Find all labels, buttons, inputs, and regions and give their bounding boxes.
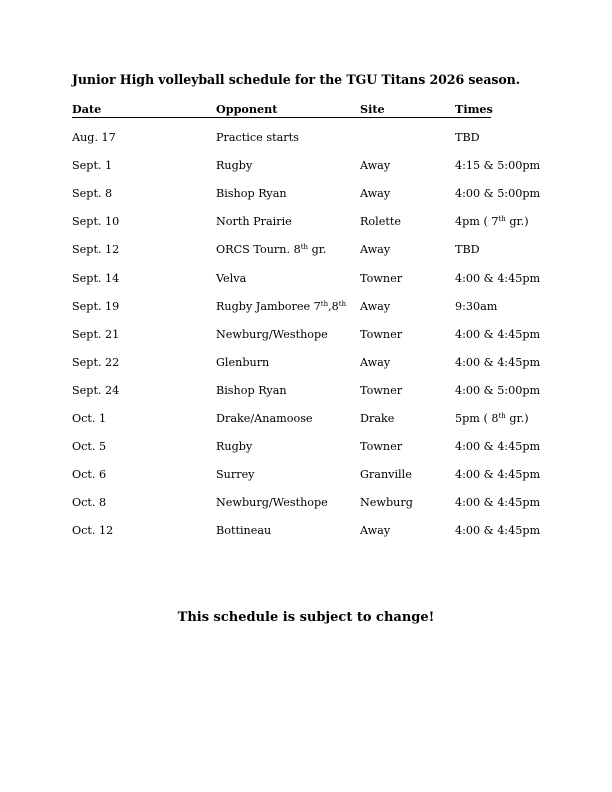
table-row: [72, 131, 542, 149]
row-site: Towner: [360, 271, 403, 285]
row-times: 4:15 & 5:00pm: [455, 159, 541, 173]
row-date: Oct. 1: [72, 412, 107, 425]
row-opponent: Bottineau: [216, 524, 272, 538]
row-opponent: Bishop Ryan: [216, 187, 287, 201]
row-times: 4:00 & 5:00pm: [455, 187, 541, 201]
row-opponent: Velva: [216, 271, 247, 285]
table-row: [72, 328, 542, 346]
row-site: Towner: [360, 440, 403, 454]
table-header: [72, 102, 542, 120]
table-row: [72, 215, 542, 233]
row-times: 4:00 & 4:45pm: [455, 440, 541, 454]
row-opponent: Rugby: [216, 440, 253, 454]
row-date: Sept. 22: [72, 355, 120, 369]
table-row: [72, 468, 542, 486]
schedule-notice: This schedule is subject to change!: [177, 610, 435, 625]
table-row: [72, 440, 542, 458]
row-opponent: North Prairie: [216, 215, 292, 229]
header-underline-site: [360, 117, 455, 118]
row-site: Away: [360, 187, 391, 201]
row-site: Away: [360, 355, 391, 369]
row-times: TBD: [455, 131, 480, 144]
row-times: 4:00 & 4:45pm: [455, 524, 541, 538]
table-row: [72, 187, 542, 205]
header-times: Times: [455, 102, 493, 116]
row-site: Rolette: [360, 215, 401, 229]
row-opponent: Drake/Anamoose: [216, 412, 313, 425]
row-site: Away: [360, 159, 391, 173]
row-times: 4:00 & 5:00pm: [455, 383, 541, 397]
row-times: 4pm ( 7th gr.): [455, 215, 529, 229]
table-row: [72, 243, 542, 261]
row-site: Towner: [360, 327, 403, 341]
row-date: Sept. 8: [72, 187, 113, 201]
table-row: [72, 384, 542, 402]
row-times: 4:00 & 4:45pm: [455, 271, 541, 285]
row-site: Away: [360, 524, 391, 538]
row-date: Sept. 10: [72, 215, 120, 229]
row-site: Granville: [360, 468, 412, 482]
row-opponent: Bishop Ryan: [216, 383, 287, 397]
row-opponent: Newburg/Westhope: [216, 496, 328, 510]
row-times: 4:00 & 4:45pm: [455, 355, 541, 369]
row-date: Oct. 6: [72, 468, 107, 482]
table-row: [72, 496, 542, 514]
header-site: Site: [360, 102, 385, 116]
row-times: 9:30am: [455, 299, 498, 313]
header-underline-date: [72, 117, 216, 118]
row-times: 5pm ( 8th gr.): [455, 412, 529, 425]
header-date: Date: [72, 102, 102, 116]
row-date: Oct. 5: [72, 440, 107, 454]
row-opponent: Newburg/Westhope: [216, 327, 328, 341]
row-date: Aug. 17: [72, 131, 116, 144]
table-row: [72, 272, 542, 290]
row-site: Towner: [360, 383, 403, 397]
table-row: [72, 300, 542, 318]
header-opponent: Opponent: [216, 102, 278, 116]
row-site: Away: [360, 243, 391, 257]
table-row: [72, 159, 542, 177]
row-opponent: Practice starts: [216, 131, 299, 144]
row-date: Sept. 19: [72, 299, 120, 313]
row-times: 4:00 & 4:45pm: [455, 468, 541, 482]
row-date: Sept. 1: [72, 159, 113, 173]
row-times: 4:00 & 4:45pm: [455, 327, 541, 341]
row-opponent: Rugby Jamboree 7th,8th: [216, 299, 347, 313]
header-underline-times: [455, 117, 491, 118]
row-date: Oct. 8: [72, 496, 107, 510]
row-opponent: Surrey: [216, 468, 255, 482]
row-site: Drake: [360, 412, 395, 425]
table-row: [72, 412, 542, 430]
table-row: [72, 356, 542, 374]
row-site: Newburg: [360, 496, 413, 510]
row-date: Sept. 24: [72, 383, 120, 397]
row-date: Sept. 12: [72, 243, 120, 257]
document-title: Junior High volleyball schedule for the TGU Titans 2026 season.: [72, 72, 521, 87]
row-times: 4:00 & 4:45pm: [455, 496, 541, 510]
row-date: Sept. 21: [72, 327, 120, 341]
row-opponent: Rugby: [216, 159, 253, 173]
row-opponent: ORCS Tourn. 8th gr.: [216, 243, 327, 257]
row-site: Away: [360, 299, 391, 313]
table-row: [72, 524, 542, 542]
row-date: Sept. 14: [72, 271, 120, 285]
row-times: TBD: [455, 243, 480, 257]
row-opponent: Glenburn: [216, 355, 270, 369]
row-date: Oct. 12: [72, 524, 114, 538]
header-underline-opponent: [216, 117, 360, 118]
